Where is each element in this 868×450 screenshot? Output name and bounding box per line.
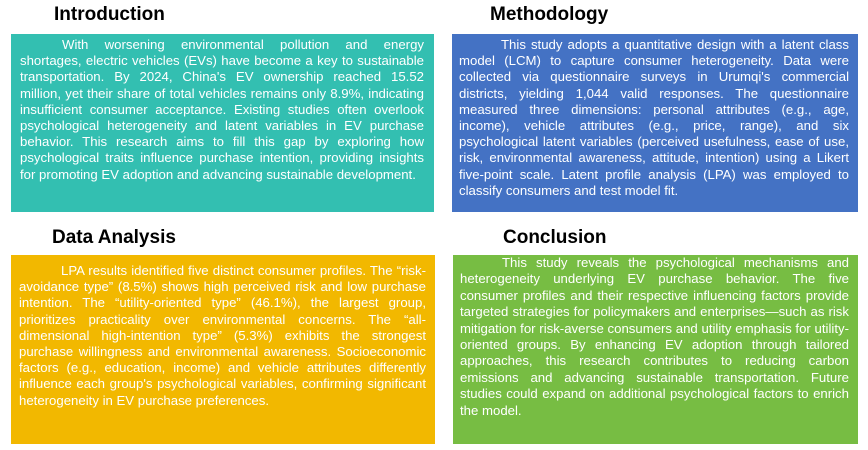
methodology-heading: Methodology [490, 4, 609, 25]
data-analysis-heading: Data Analysis [52, 227, 176, 248]
introduction-heading: Introduction [54, 4, 165, 25]
methodology-text-box: This study adopts a quantitative design with a latent class model (LCM) to capture consumer heterogeneity. Data were collected via questionnaire surveys in Urumqi's commercial districts, yielding 1,044 valid responses. The questionnaire measured three dimensions: personal attributes (e.g., age, income), vehicle attributes (e.g., price, range), and six psychological latent variables (perceived usefulness, ease of use, risk, environmental awareness, attitude, intention) using a Likert five-point scale. Latent profile analysis (LPA) was employed to classify consumers and test model fit. [452, 34, 858, 212]
conclusion-text-box: This study reveals the psychological mechanisms and heterogeneity underlying EV purchase behavior. The five consumer profiles and their respective influencing factors provide targeted strategies for policymakers and enterprises—such as risk mitigation for risk-averse consumers and utility emphasis for utility-oriented groups. By enhancing EV adoption through tailored approaches, this research contributes to reducing carbon emissions and advancing sustainable transportation. Future studies could expand on additional psychological factors to enrich the model. [453, 255, 858, 444]
introduction-text-box: With worsening environmental pollution and energy shortages, electric vehicles (EVs) have become a key to sustainable transportation. By 2024, China's EV ownership reached 15.52 million, yet their share of total vehicles remains only 8.9%, indicating insufficient consumer acceptance. Existing studies often overlook psychological heterogeneity and latent variables in EV purchase behavior. This research aims to fill this gap by exploring how psychological traits influence purchase intention, providing insights for promoting EV adoption and advancing sustainable development. [11, 34, 434, 212]
conclusion-heading: Conclusion [503, 227, 607, 248]
data-analysis-text-box: LPA results identified five distinct consumer profiles. The “risk-avoidance type” (8.5%) shows high perceived risk and low purchase intention. The “utility-oriented type” (46.1%), the largest group, prioritizes practicality over environmental concerns. The “all-dimensional high-intention type” (5.3%) exhibits the strongest purchase willingness and environmental awareness. Socioeconomic factors (e.g., education, income) and vehicle attributes differently influence each group's psychological variables, confirming significant heterogeneity in EV purchase preferences. [11, 255, 435, 444]
